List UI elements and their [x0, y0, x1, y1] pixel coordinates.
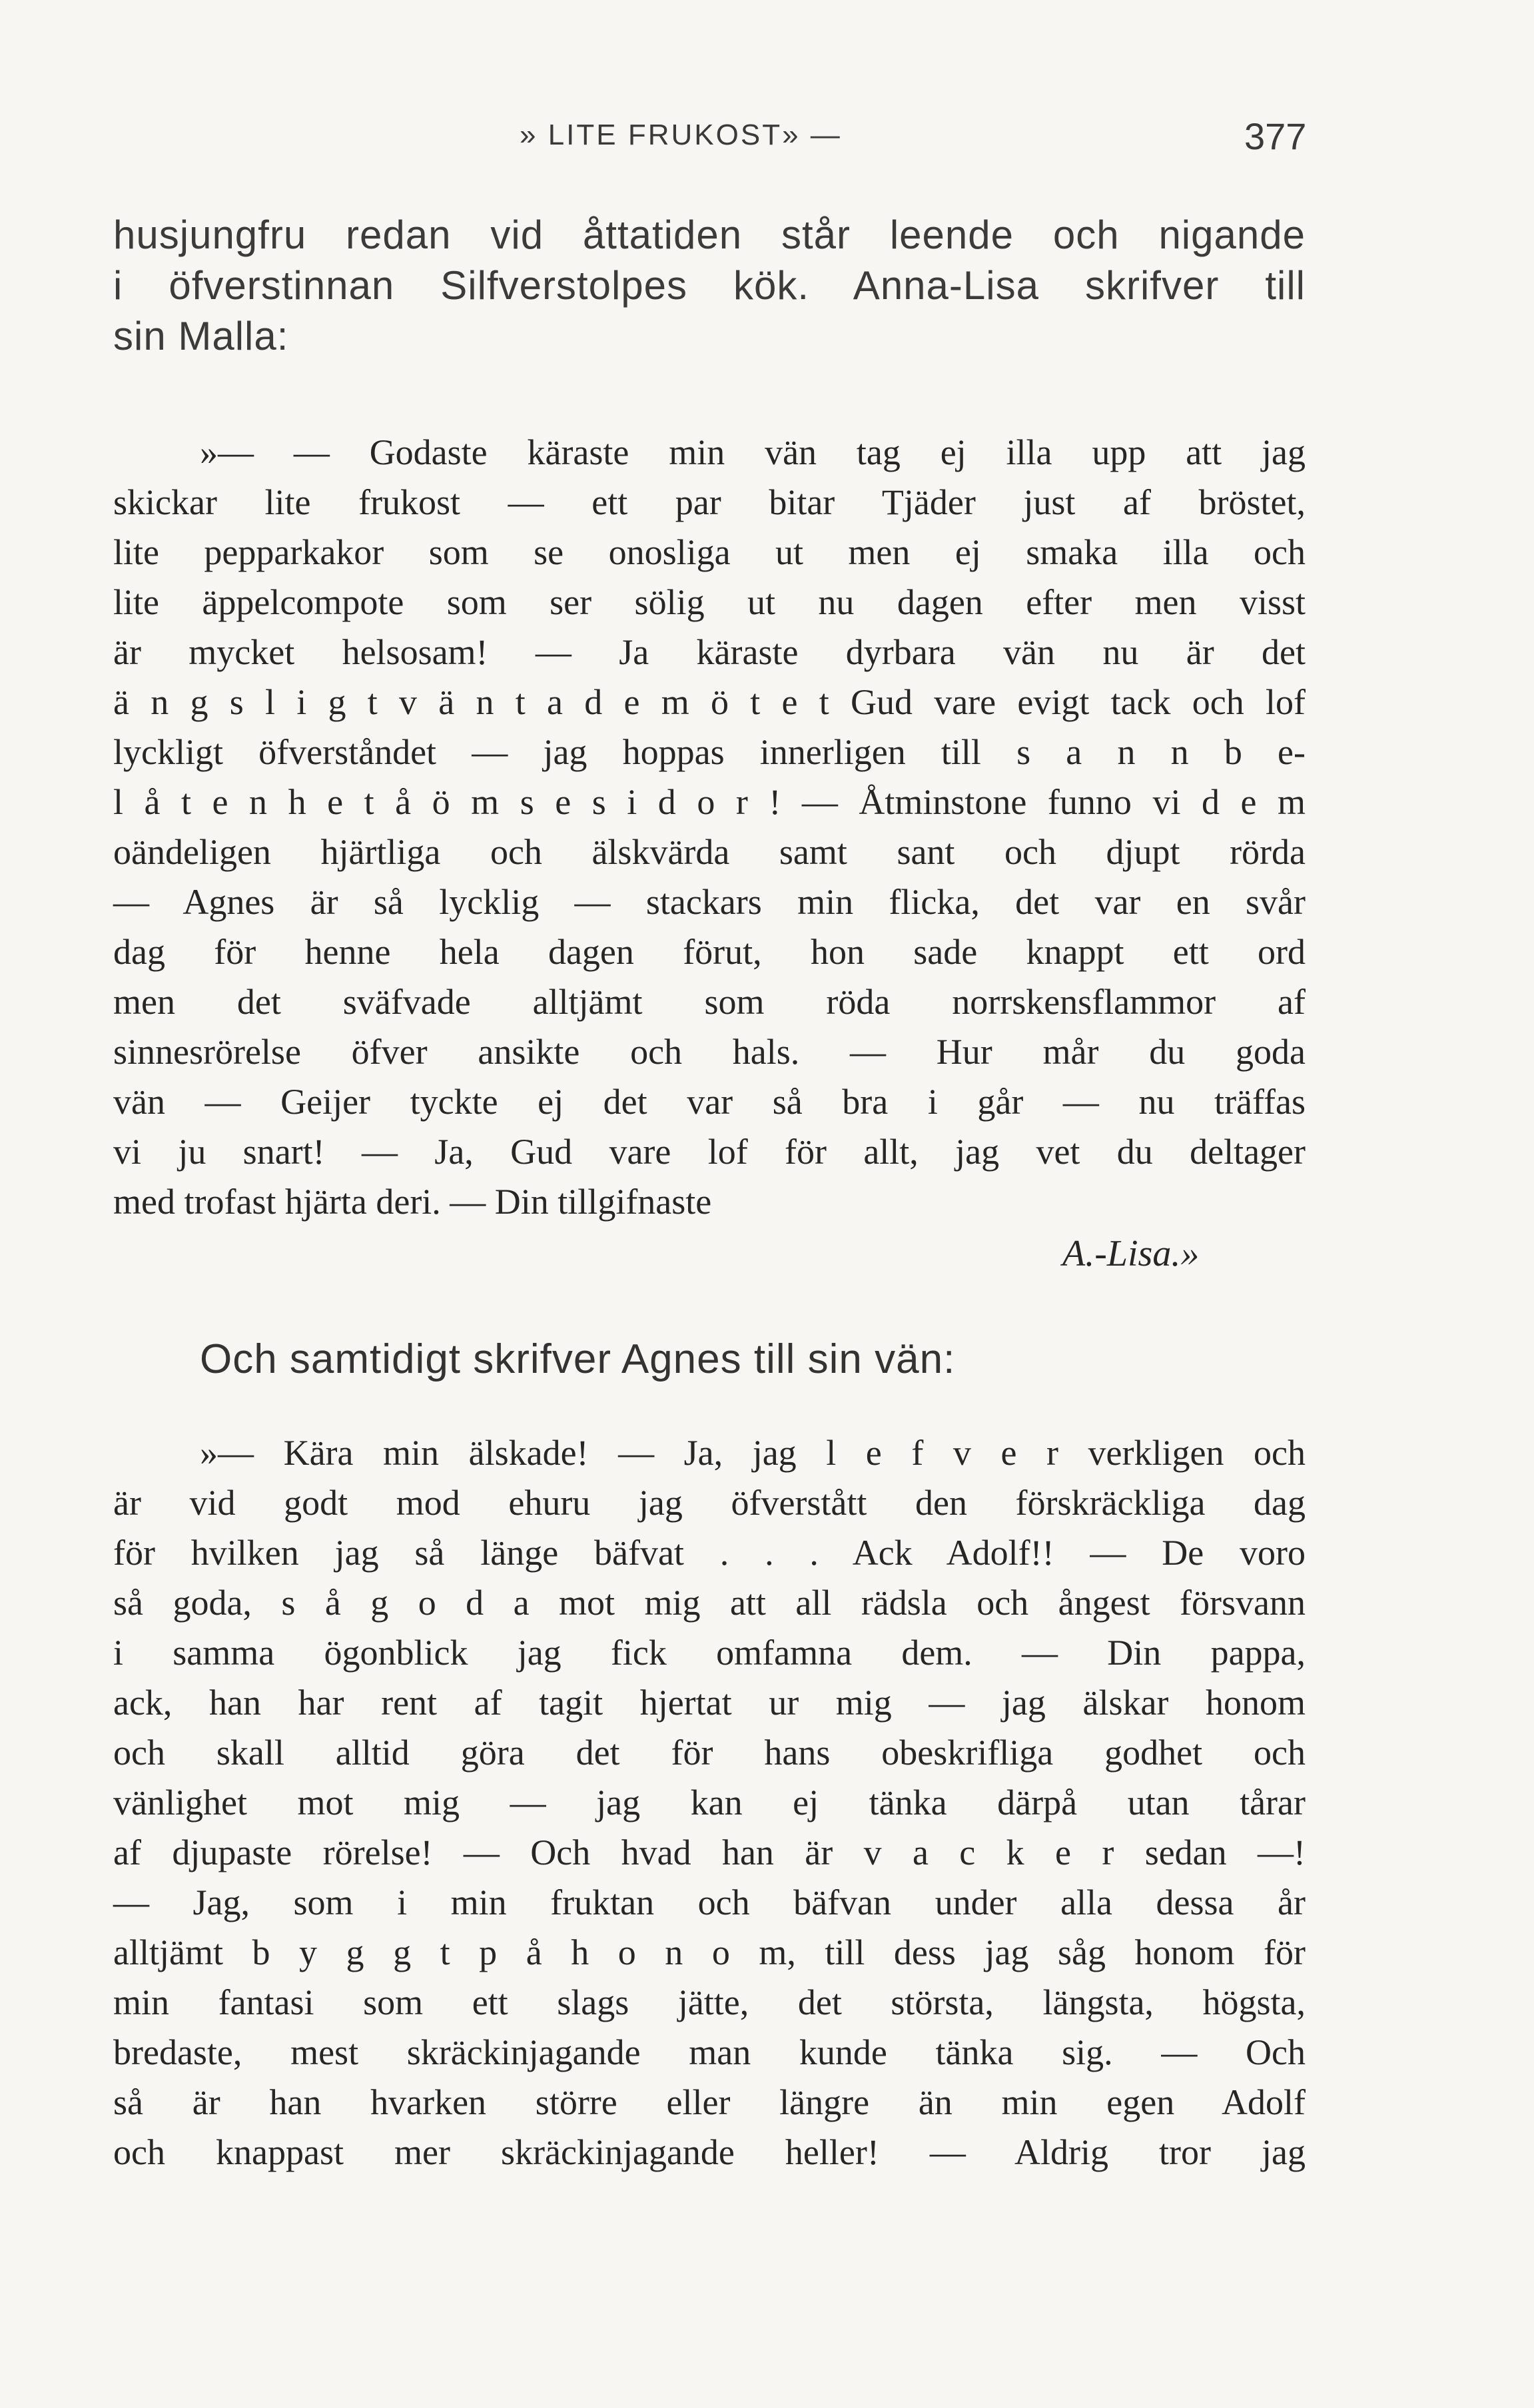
letter2-line: är vid godt mod ehuru jag öfverstått den förskräckliga dag	[113, 1483, 1306, 1523]
letter1-line: är mycket helsosam! — Ja käraste dyrbara vän nu är det	[113, 632, 1306, 672]
letter1-line: lite pepparkakor som se onosliga ut men ej smaka illa och	[113, 532, 1306, 572]
section-heading: Och samtidigt skrifver Agnes till sin vän:	[200, 1336, 956, 1382]
letter-signature: A.-Lisa.»	[1062, 1233, 1200, 1274]
intro-line: husjungfru redan vid åttatiden står leende och nigande	[113, 212, 1306, 257]
running-head: » LITE FRUKOST» —	[520, 119, 842, 151]
letter1-line: med trofast hjärta deri. — Din tillgifnaste	[113, 1182, 712, 1222]
letter1-line: — Agnes är så lycklig — stackars min flicka, det var en svår	[113, 882, 1306, 922]
letter2-line: för hvilken jag så länge bäfvat . . . Ack Adolf!! — De voro	[113, 1533, 1306, 1573]
letter1-line: oändeligen hjärtliga och älskvärda samt sant och djupt rörda	[113, 832, 1306, 872]
letter1-line: l å t e n h e t å ö m s e s i d o r ! — Åtminstone funno vi d e m	[113, 782, 1306, 822]
letter2-line: i samma ögonblick jag fick omfamna dem. — Din pappa,	[113, 1633, 1306, 1673]
letter2-line: alltjämt b y g g t p å h o n o m, till dess jag såg honom för	[113, 1932, 1306, 1972]
letter1-line: lite äppelcompote som ser sölig ut nu dagen efter men visst	[113, 582, 1306, 622]
letter1-line: skickar lite frukost — ett par bitar Tjäder just af bröstet,	[113, 482, 1306, 522]
letter1-line: men det sväfvade alltjämt som röda norrskensflammor af	[113, 982, 1306, 1022]
letter1-line: lyckligt öfverståndet — jag hoppas innerligen till s a n n b e-	[113, 732, 1306, 772]
letter2-line: »— Kära min älskade! — Ja, jag l e f v e r verkligen och	[200, 1433, 1306, 1473]
letter2-line: min fantasi som ett slags jätte, det största, längsta, högsta,	[113, 1982, 1306, 2022]
letter1-line: vi ju snart! — Ja, Gud vare lof för allt, jag vet du deltager	[113, 1132, 1306, 1172]
page-number: 377	[1244, 115, 1307, 157]
letter2-line: och skall alltid göra det för hans obeskrifliga godhet och	[113, 1733, 1306, 1773]
intro-line: sin Malla:	[113, 314, 289, 358]
intro-line: i öfverstinnan Silfverstolpes kök. Anna-Lisa skrifver till	[113, 263, 1306, 308]
letter2-line: så är han hvarken större eller längre än min egen Adolf	[113, 2082, 1306, 2122]
letter1-line: vän — Geijer tyckte ej det var så bra i går — nu träffas	[113, 1082, 1306, 1122]
letter2-line: af djupaste rörelse! — Och hvad han är v a c k e r sedan —!	[113, 1832, 1306, 1872]
letter2-line: vänlighet mot mig — jag kan ej tänka därpå utan tårar	[113, 1783, 1306, 1822]
letter1-line: ä n g s l i g t v ä n t a d e m ö t e t Gud vare evigt tack och lof	[113, 682, 1306, 722]
letter2-line: bredaste, mest skräckinjagande man kunde tänka sig. — Och	[113, 2032, 1306, 2072]
letter2-line: och knappast mer skräckinjagande heller! — Aldrig tror jag	[113, 2132, 1306, 2172]
letter2-line: så goda, s å g o d a mot mig att all rädsla och ångest försvann	[113, 1583, 1306, 1623]
letter2-line: — Jag, som i min fruktan och bäfvan under alla dessa år	[113, 1882, 1306, 1922]
letter1-line: sinnesrörelse öfver ansikte och hals. — Hur mår du goda	[113, 1032, 1306, 1072]
letter1-line: dag för henne hela dagen förut, hon sade knappt ett ord	[113, 932, 1306, 972]
letter2-line: ack, han har rent af tagit hjertat ur mig — jag älskar honom	[113, 1683, 1306, 1723]
letter1-line: »— — Godaste käraste min vän tag ej illa upp att jag	[200, 432, 1306, 472]
